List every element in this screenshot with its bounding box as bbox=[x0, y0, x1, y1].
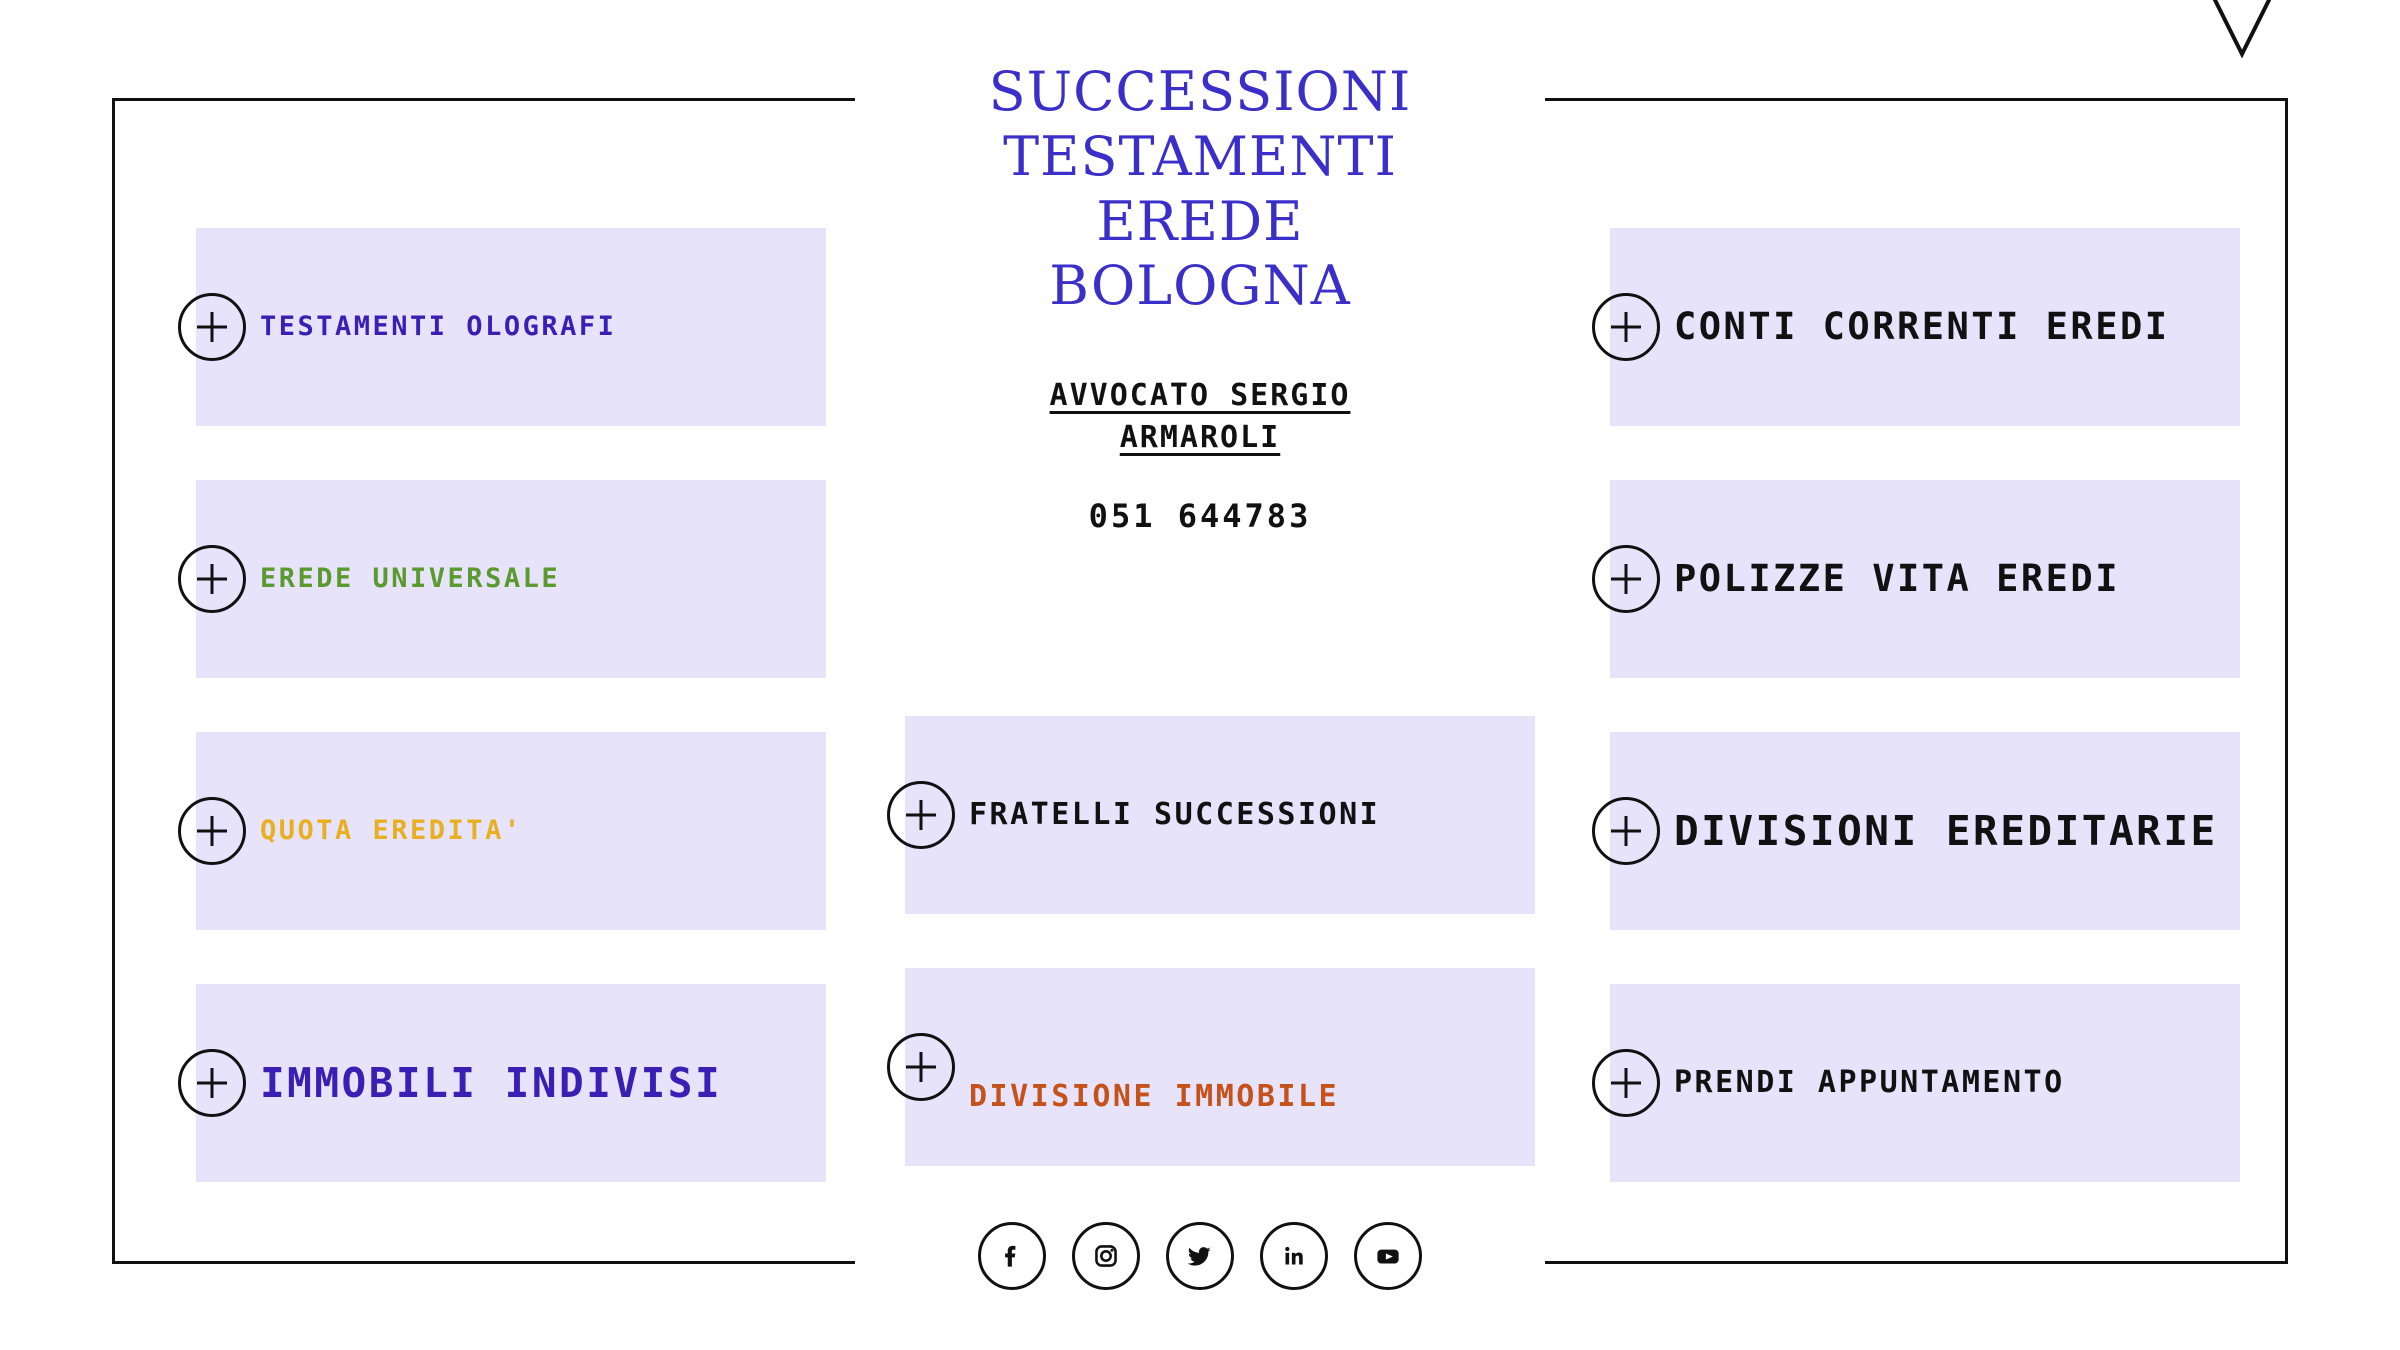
card-conti-correnti-eredi[interactable] bbox=[1610, 228, 2240, 426]
page-title bbox=[800, 60, 1600, 319]
page-title-line: BOLOGNA bbox=[1049, 254, 1351, 318]
card-fratelli-successioni[interactable] bbox=[905, 716, 1535, 914]
column-middle bbox=[905, 716, 1535, 1220]
plus-icon[interactable] bbox=[1592, 797, 1660, 865]
card-prendi-appuntamento[interactable] bbox=[1610, 984, 2240, 1182]
plus-icon[interactable] bbox=[178, 1049, 246, 1117]
card-divisioni-ereditarie[interactable] bbox=[1610, 732, 2240, 930]
plus-icon[interactable] bbox=[178, 293, 246, 361]
card-label: QUOTA EREDITA' bbox=[260, 815, 523, 847]
card-label: DIVISIONI EREDITARIE bbox=[1674, 806, 2218, 855]
card-label: CONTI CORRENTI EREDI bbox=[1674, 304, 2170, 348]
facebook-icon[interactable] bbox=[978, 1222, 1046, 1290]
column-left bbox=[196, 228, 826, 1236]
card-label: FRATELLI SUCCESSIONI bbox=[969, 797, 1381, 833]
page-title-line: EREDE bbox=[1096, 189, 1304, 253]
card-erede-universale[interactable] bbox=[196, 480, 826, 678]
column-right bbox=[1610, 228, 2240, 1236]
youtube-icon[interactable] bbox=[1354, 1222, 1422, 1290]
plus-icon[interactable] bbox=[1592, 1049, 1660, 1117]
plus-icon[interactable] bbox=[178, 797, 246, 865]
card-label: TESTAMENTI OLOGRAFI bbox=[260, 311, 617, 343]
card-label: POLIZZE VITA EREDI bbox=[1674, 556, 2120, 600]
plus-icon[interactable] bbox=[887, 1033, 955, 1101]
twitter-icon[interactable] bbox=[1166, 1222, 1234, 1290]
card-divisione-immobile[interactable] bbox=[905, 968, 1535, 1166]
lawyer-name-line: ARMAROLI bbox=[1119, 420, 1281, 456]
card-polizze-vita-eredi[interactable] bbox=[1610, 480, 2240, 678]
card-immobili-indivisi[interactable] bbox=[196, 984, 826, 1182]
page-title-line: SUCCESSIONI bbox=[988, 60, 1412, 123]
page-title-line: TESTAMENTI bbox=[1003, 124, 1397, 188]
card-label: DIVISIONE IMMOBILE bbox=[969, 1079, 1340, 1115]
plus-icon[interactable] bbox=[1592, 545, 1660, 613]
instagram-icon[interactable] bbox=[1072, 1222, 1140, 1290]
phone-number[interactable]: 051 644783 bbox=[1088, 497, 1312, 536]
card-quota-eredita[interactable] bbox=[196, 732, 826, 930]
plus-icon[interactable] bbox=[1592, 293, 1660, 361]
card-label: PRENDI APPUNTAMENTO bbox=[1674, 1065, 2065, 1101]
header-block bbox=[800, 60, 1600, 535]
plus-icon[interactable] bbox=[887, 781, 955, 849]
lawyer-name-line: AVVOCATO SERGIO bbox=[1049, 378, 1351, 414]
lawyer-name bbox=[800, 375, 1600, 459]
social-links bbox=[0, 1222, 2400, 1290]
linkedin-icon[interactable] bbox=[1260, 1222, 1328, 1290]
plus-icon[interactable] bbox=[178, 545, 246, 613]
card-label: IMMOBILI INDIVISI bbox=[260, 1058, 723, 1107]
card-testamenti-olografi[interactable] bbox=[196, 228, 826, 426]
card-label: EREDE UNIVERSALE bbox=[260, 563, 561, 595]
